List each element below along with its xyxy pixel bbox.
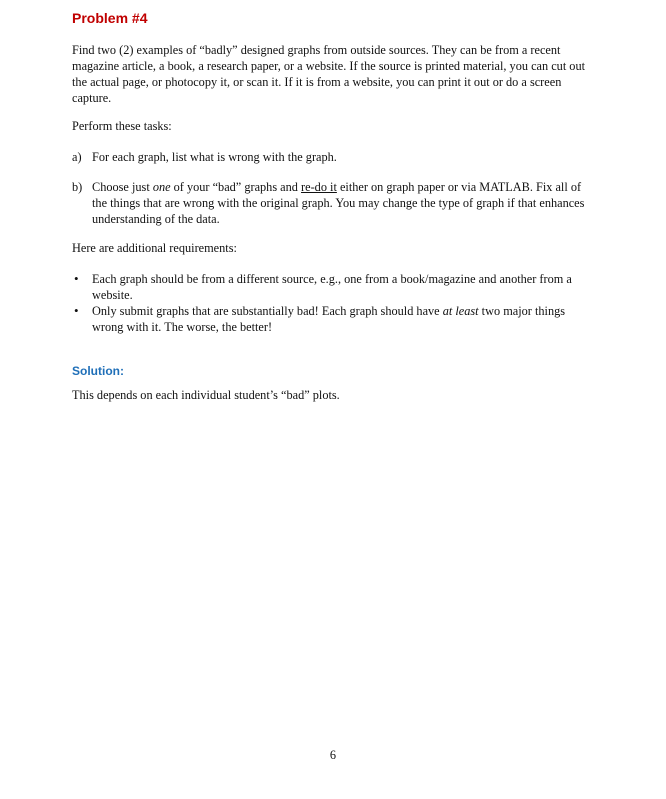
bullet-icon: • (74, 271, 79, 286)
requirement-2-text-part-1: Only submit graphs that are substantially bad! Each graph should have (92, 304, 443, 318)
page-number: 6 (329, 748, 337, 762)
requirement-2-text (92, 303, 592, 335)
bullet-icon: • (74, 303, 79, 318)
task-b-text-part-3: either on graph paper or via MATLAB. Fix all of the things that are wrong with the original graph. You may change the type of graph if that enhances understanding of the data. (92, 180, 585, 226)
task-b-underlined: re-do it (301, 180, 337, 194)
requirement-2-text-part-2: two major things wrong with it. The worse, the better! (92, 304, 566, 334)
requirements-intro: Here are additional requirements: (72, 241, 237, 255)
task-b-emphasis: one (152, 180, 171, 194)
requirement-1-text: Each graph should be from a different source, e.g., one from a book/magazine and another from a website. (92, 272, 572, 302)
problem-heading: Problem #4 (72, 10, 148, 26)
requirement-bullet-1 (72, 271, 592, 303)
solution-heading: Solution: (72, 364, 124, 378)
task-b-marker: b) (72, 180, 83, 194)
task-b-text (92, 179, 592, 227)
requirement-2-emphasis: at least (442, 304, 479, 318)
task-b-text-part-1: Choose just (92, 180, 153, 194)
solution-text: This depends on each individual student’s “bad” plots. (72, 388, 340, 402)
problem-intro-paragraph: Find two (2) examples of “badly” designed graphs from outside sources. They can be from a recent magazine article, a book, a research paper, or a website. If the source is printed material, you can cut out the actual page, or photocopy it, or scan it. If it is from a website, you can print it out or do a screen capture. (72, 43, 586, 105)
requirement-bullet-2 (72, 303, 592, 335)
task-a-text: For each graph, list what is wrong with the graph. (92, 150, 337, 164)
task-b-item (72, 179, 592, 227)
task-a-item (72, 149, 592, 165)
task-b-text-part-2: of your “bad” graphs and (170, 180, 302, 194)
task-a-marker: a) (72, 150, 82, 164)
tasks-intro: Perform these tasks: (72, 119, 172, 133)
